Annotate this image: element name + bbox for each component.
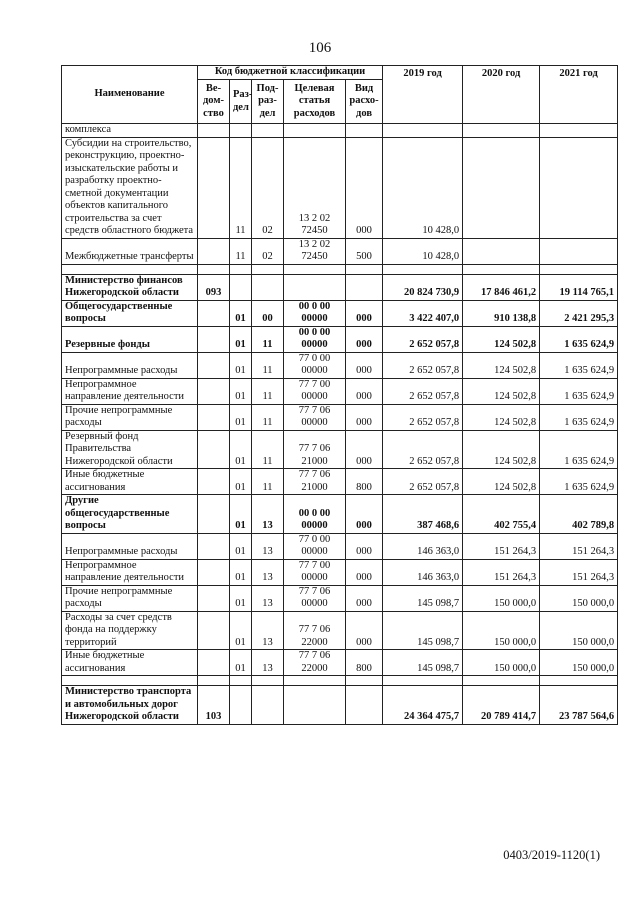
- table-row: [62, 352, 618, 378]
- header-name: Наименование: [62, 66, 198, 124]
- cell-name: Непрограммные расходы: [62, 352, 198, 378]
- cell-v2: [463, 124, 540, 138]
- cell-name: Прочие непрограммные расходы: [62, 404, 198, 430]
- header-razdel: Раз- дел: [230, 80, 252, 124]
- header-2020: 2020 год: [463, 66, 540, 124]
- cell-name: Субсидии на строительство, реконструкцию, проектно-изыскательские работы и разработку проектно-сметной документации объектов капитального строительства за счет средств областного бюджета: [62, 137, 198, 238]
- cell-ved: [198, 611, 230, 650]
- cell-name: Другие общегосударственные вопросы: [62, 495, 198, 534]
- cell-cs: [284, 274, 346, 300]
- cell-pr: 13: [252, 585, 284, 611]
- cell-v2: 151 264,3: [463, 559, 540, 585]
- cell-pr: 13: [252, 495, 284, 534]
- cell-cs: 77 7 06 21000: [284, 430, 346, 469]
- cell-rz: [230, 124, 252, 138]
- header-podrazdel: Под- раз- дел: [252, 80, 284, 124]
- cell-pr: [252, 124, 284, 138]
- cell-cs: 00 0 00 00000: [284, 326, 346, 352]
- cell-ved: 103: [198, 686, 230, 725]
- cell-v1: 2 652 057,8: [383, 469, 463, 495]
- cell-rz: 01: [230, 430, 252, 469]
- cell-rz: 01: [230, 611, 252, 650]
- cell-v3: 1 635 624,9: [540, 430, 618, 469]
- cell-vr: 800: [346, 650, 383, 676]
- cell-v3: 151 264,3: [540, 533, 618, 559]
- cell-vr: 800: [346, 469, 383, 495]
- cell-v2: 124 502,8: [463, 404, 540, 430]
- cell-v2: 910 138,8: [463, 300, 540, 326]
- spacer-row: [62, 264, 618, 274]
- table-row: [62, 495, 618, 534]
- cell-v1: 24 364 475,7: [383, 686, 463, 725]
- cell-pr: 13: [252, 650, 284, 676]
- cell-ved: [198, 300, 230, 326]
- cell-name: Иные бюджетные ассигнования: [62, 650, 198, 676]
- cell-cs: 77 7 06 22000: [284, 650, 346, 676]
- cell-ved: [198, 326, 230, 352]
- cell-cs: 13 2 02 72450: [284, 137, 346, 238]
- spacer-row: [62, 676, 618, 686]
- cell-v3: 1 635 624,9: [540, 352, 618, 378]
- table-row: [62, 274, 618, 300]
- cell-v1: 387 468,6: [383, 495, 463, 534]
- cell-vr: 000: [346, 611, 383, 650]
- header-ved: Ве- дом- ство: [198, 80, 230, 124]
- cell-name: Непрограммное направление деятельности: [62, 378, 198, 404]
- header-target: Целевая статья расходов: [284, 80, 346, 124]
- cell-cs: 00 0 00 00000: [284, 300, 346, 326]
- cell-ved: [198, 559, 230, 585]
- cell-v1: 2 652 057,8: [383, 404, 463, 430]
- cell-vr: 000: [346, 430, 383, 469]
- cell-pr: 02: [252, 137, 284, 238]
- cell-vr: 000: [346, 495, 383, 534]
- cell-rz: 01: [230, 469, 252, 495]
- cell-v1: 3 422 407,0: [383, 300, 463, 326]
- cell-ved: [198, 430, 230, 469]
- cell-name: Министерство финансов Нижегородской области: [62, 274, 198, 300]
- cell-cs: 77 0 00 00000: [284, 533, 346, 559]
- cell-ved: [198, 124, 230, 138]
- cell-v3: 150 000,0: [540, 650, 618, 676]
- cell-v2: [463, 238, 540, 264]
- cell-cs: 00 0 00 00000: [284, 495, 346, 534]
- cell-v1: 2 652 057,8: [383, 352, 463, 378]
- header-code-group: Код бюджетной классификации: [198, 66, 383, 80]
- cell-cs: 77 7 06 22000: [284, 611, 346, 650]
- cell-name: Резервный фонд Правительства Нижегородской области: [62, 430, 198, 469]
- cell-cs: 77 7 00 00000: [284, 378, 346, 404]
- cell-rz: [230, 686, 252, 725]
- cell-cs: 77 7 06 00000: [284, 585, 346, 611]
- cell-ved: [198, 404, 230, 430]
- cell-v1: 2 652 057,8: [383, 326, 463, 352]
- cell-name: Иные бюджетные ассигнования: [62, 469, 198, 495]
- cell-v2: 124 502,8: [463, 469, 540, 495]
- table-row: [62, 404, 618, 430]
- header-2019: 2019 год: [383, 66, 463, 124]
- cell-name: Межбюджетные трансферты: [62, 238, 198, 264]
- cell-v3: 151 264,3: [540, 559, 618, 585]
- cell-cs: 77 7 06 00000: [284, 404, 346, 430]
- cell-ved: [198, 352, 230, 378]
- table-row: [62, 650, 618, 676]
- document-code: 0403/2019-1120(1): [503, 848, 600, 862]
- cell-v1: 146 363,0: [383, 559, 463, 585]
- cell-v1: 145 098,7: [383, 585, 463, 611]
- cell-v1: 10 428,0: [383, 238, 463, 264]
- cell-ved: [198, 650, 230, 676]
- cell-vr: [346, 686, 383, 725]
- cell-pr: 11: [252, 430, 284, 469]
- cell-rz: 11: [230, 238, 252, 264]
- cell-name: Непрограммные расходы: [62, 533, 198, 559]
- cell-ved: 093: [198, 274, 230, 300]
- header-vid: Вид расхо- дов: [346, 80, 383, 124]
- table-row: [62, 300, 618, 326]
- cell-pr: 11: [252, 469, 284, 495]
- cell-vr: [346, 124, 383, 138]
- cell-v2: 150 000,0: [463, 611, 540, 650]
- cell-v3: 19 114 765,1: [540, 274, 618, 300]
- table-row: [62, 326, 618, 352]
- cell-name: Общегосударственные вопросы: [62, 300, 198, 326]
- cell-rz: 01: [230, 378, 252, 404]
- cell-rz: 11: [230, 137, 252, 238]
- cell-v1: [383, 124, 463, 138]
- cell-pr: [252, 274, 284, 300]
- cell-rz: 01: [230, 404, 252, 430]
- cell-ved: [198, 378, 230, 404]
- cell-v2: 402 755,4: [463, 495, 540, 534]
- cell-v2: 150 000,0: [463, 650, 540, 676]
- cell-rz: 01: [230, 352, 252, 378]
- table-row: [62, 559, 618, 585]
- cell-vr: 000: [346, 585, 383, 611]
- cell-v1: 10 428,0: [383, 137, 463, 238]
- cell-cs: 77 0 00 00000: [284, 352, 346, 378]
- table-row: [62, 469, 618, 495]
- cell-v3: 150 000,0: [540, 611, 618, 650]
- cell-vr: 000: [346, 533, 383, 559]
- cell-pr: 11: [252, 378, 284, 404]
- cell-pr: 13: [252, 559, 284, 585]
- cell-v3: 150 000,0: [540, 585, 618, 611]
- cell-ved: [198, 495, 230, 534]
- cell-cs: 13 2 02 72450: [284, 238, 346, 264]
- cell-pr: 13: [252, 611, 284, 650]
- cell-v1: 145 098,7: [383, 650, 463, 676]
- cell-name: Резервные фонды: [62, 326, 198, 352]
- cell-rz: 01: [230, 495, 252, 534]
- cell-pr: 02: [252, 238, 284, 264]
- cell-cs: 77 7 06 21000: [284, 469, 346, 495]
- cell-vr: 000: [346, 326, 383, 352]
- table-row: [62, 686, 618, 725]
- cell-v3: [540, 124, 618, 138]
- cell-v2: 124 502,8: [463, 326, 540, 352]
- cell-v1: 145 098,7: [383, 611, 463, 650]
- budget-table: [61, 65, 618, 725]
- cell-name: Прочие непрограммные расходы: [62, 585, 198, 611]
- cell-rz: 01: [230, 533, 252, 559]
- table-body: [62, 124, 618, 725]
- cell-v2: 124 502,8: [463, 378, 540, 404]
- cell-v1: 20 824 730,9: [383, 274, 463, 300]
- cell-rz: [230, 274, 252, 300]
- table-row: [62, 238, 618, 264]
- table-row: [62, 533, 618, 559]
- cell-vr: 000: [346, 300, 383, 326]
- cell-v2: [463, 137, 540, 238]
- cell-name: Расходы за счет средств фонда на поддержку территорий: [62, 611, 198, 650]
- cell-v2: 124 502,8: [463, 430, 540, 469]
- cell-ved: [198, 238, 230, 264]
- cell-v1: 2 652 057,8: [383, 430, 463, 469]
- cell-ved: [198, 585, 230, 611]
- cell-v1: 2 652 057,8: [383, 378, 463, 404]
- cell-pr: 00: [252, 300, 284, 326]
- cell-v3: 1 635 624,9: [540, 469, 618, 495]
- page-number: 106: [308, 40, 332, 56]
- cell-pr: 11: [252, 326, 284, 352]
- cell-rz: 01: [230, 300, 252, 326]
- cell-pr: [252, 686, 284, 725]
- cell-v3: 1 635 624,9: [540, 404, 618, 430]
- cell-cs: 77 7 00 00000: [284, 559, 346, 585]
- cell-name: комплекса: [62, 124, 198, 138]
- cell-pr: 13: [252, 533, 284, 559]
- cell-vr: 000: [346, 378, 383, 404]
- cell-v3: 2 421 295,3: [540, 300, 618, 326]
- cell-rz: 01: [230, 585, 252, 611]
- cell-v3: [540, 137, 618, 238]
- cell-v2: 151 264,3: [463, 533, 540, 559]
- cell-v3: 402 789,8: [540, 495, 618, 534]
- cell-v2: 17 846 461,2: [463, 274, 540, 300]
- cell-v3: 1 635 624,9: [540, 378, 618, 404]
- cell-v1: 146 363,0: [383, 533, 463, 559]
- cell-name: Министерство транспорта и автомобильных дорог Нижегородской области: [62, 686, 198, 725]
- cell-v3: 1 635 624,9: [540, 326, 618, 352]
- cell-ved: [198, 137, 230, 238]
- table-row: [62, 585, 618, 611]
- cell-vr: 500: [346, 238, 383, 264]
- cell-vr: [346, 274, 383, 300]
- table-row: [62, 611, 618, 650]
- cell-name: Непрограммное направление деятельности: [62, 559, 198, 585]
- cell-rz: 01: [230, 326, 252, 352]
- cell-ved: [198, 533, 230, 559]
- cell-vr: 000: [346, 137, 383, 238]
- cell-cs: [284, 124, 346, 138]
- table-row: [62, 137, 618, 238]
- table-row: [62, 124, 618, 138]
- table-row: [62, 378, 618, 404]
- cell-ved: [198, 469, 230, 495]
- cell-v2: 124 502,8: [463, 352, 540, 378]
- cell-pr: 11: [252, 352, 284, 378]
- cell-vr: 000: [346, 352, 383, 378]
- cell-vr: 000: [346, 404, 383, 430]
- header-2021: 2021 год: [540, 66, 618, 124]
- cell-cs: [284, 686, 346, 725]
- cell-pr: 11: [252, 404, 284, 430]
- table-row: [62, 430, 618, 469]
- cell-v3: 23 787 564,6: [540, 686, 618, 725]
- cell-vr: 000: [346, 559, 383, 585]
- cell-rz: 01: [230, 650, 252, 676]
- cell-v2: 20 789 414,7: [463, 686, 540, 725]
- cell-rz: 01: [230, 559, 252, 585]
- cell-v3: [540, 238, 618, 264]
- cell-v2: 150 000,0: [463, 585, 540, 611]
